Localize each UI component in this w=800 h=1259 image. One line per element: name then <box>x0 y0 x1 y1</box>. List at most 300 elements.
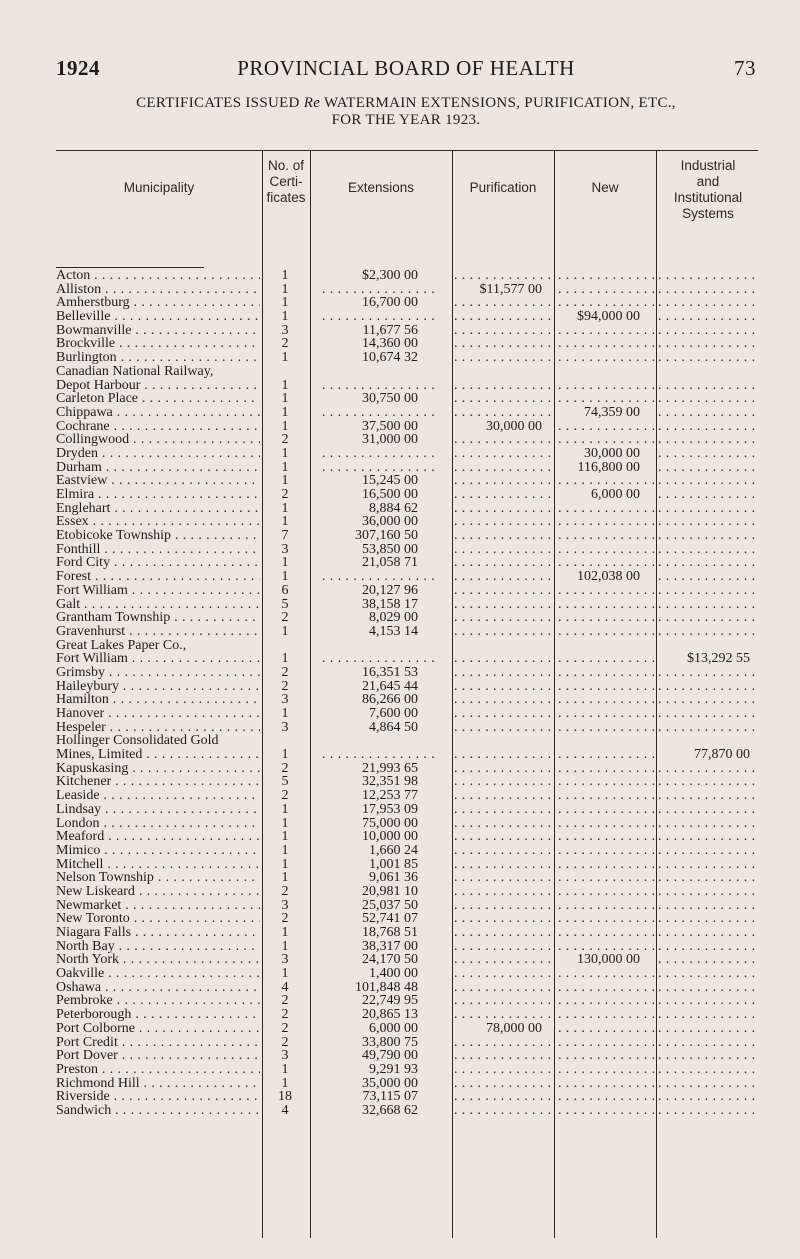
municipality-name <box>56 775 260 789</box>
table-row <box>56 1022 760 1036</box>
new-amount: 116,800 00 <box>577 460 640 475</box>
municipality-name-line: Grantham Township . . . <box>56 611 260 625</box>
dot-leader <box>658 296 758 310</box>
dot-leader <box>454 912 552 926</box>
municipality-name <box>56 584 260 598</box>
certificates-count: 1 <box>281 652 289 666</box>
dot-leader <box>558 858 656 872</box>
dot-leader <box>454 598 552 612</box>
municipality-name <box>56 310 260 324</box>
dot-leader <box>558 748 656 762</box>
dot-leader <box>454 789 552 803</box>
dot-leader <box>658 707 758 721</box>
dot-leader <box>454 721 552 735</box>
dot-leader <box>454 296 552 310</box>
certificates-count: 1 <box>281 1076 289 1091</box>
municipality-name-line: Port Credit . . . <box>56 1036 260 1050</box>
table-row <box>56 1077 760 1091</box>
table-row <box>56 734 760 761</box>
dot-leader <box>558 379 656 393</box>
extensions-amount: 1,400 00 <box>369 967 418 981</box>
dot-leader <box>454 830 552 844</box>
dot-leader <box>558 584 656 598</box>
dot-leader <box>454 1008 552 1022</box>
municipality-name <box>56 871 260 885</box>
extensions-amount: 9,061 36 <box>369 871 418 885</box>
dot-leader <box>658 844 758 858</box>
dot-leader <box>658 269 758 283</box>
dot-leader <box>454 570 552 584</box>
municipality-name-line: Peterborough . . . <box>56 1008 260 1022</box>
dot-leader <box>454 926 552 940</box>
municipality-name-line: Great Lakes Paper Co., <box>56 638 187 653</box>
dot-leader <box>558 666 656 680</box>
extensions-amount: 38,158 17 <box>362 597 418 612</box>
certificates-count: 2 <box>281 488 289 502</box>
municipality-name <box>56 1036 260 1050</box>
dot-leader <box>454 433 552 447</box>
dot-leader <box>558 529 656 543</box>
municipality-name-line: Durham . . . <box>56 461 260 475</box>
extensions-amount: 307,160 50 <box>355 529 418 543</box>
dot-leader <box>454 1049 552 1063</box>
table-row <box>56 967 760 981</box>
dot-leader <box>454 707 552 721</box>
table-row <box>56 474 760 488</box>
cert-header-line: Certi- <box>269 174 303 189</box>
certificates-count: 3 <box>281 693 289 708</box>
dot-leader <box>658 762 758 776</box>
dot-leader <box>454 885 552 899</box>
extensions-amount: 6,000 00 <box>369 1021 418 1036</box>
municipality-name-line: Hollinger Consolidated Gold <box>56 734 219 749</box>
table-row <box>56 351 760 365</box>
table-row <box>56 570 760 584</box>
certificates-count: 2 <box>281 884 289 899</box>
municipality-name <box>56 406 260 420</box>
dot-leader <box>658 1022 758 1036</box>
certificates-count: 4 <box>281 980 289 995</box>
table-row <box>56 1049 760 1063</box>
dot-leader <box>322 447 440 461</box>
table-row <box>56 1090 760 1104</box>
certificates-count: 6 <box>281 583 289 598</box>
municipality-name <box>56 707 260 721</box>
municipality-name-line: Carleton Place . . . <box>56 392 260 406</box>
municipality-name-line: Collingwood . . . <box>56 433 260 447</box>
table-row <box>56 584 760 598</box>
dot-leader <box>558 543 656 557</box>
municipality-name-line: Preston . . . <box>56 1063 260 1077</box>
table-row <box>56 598 760 612</box>
extensions-amount: 73,115 07 <box>362 1090 418 1104</box>
dot-leader <box>454 461 552 475</box>
dot-leader <box>558 707 656 721</box>
table-row <box>56 680 760 694</box>
municipality-name-line: Mimico . . . <box>56 844 260 858</box>
certificates-count: 4 <box>281 1103 289 1118</box>
table-row <box>56 1104 760 1118</box>
municipality-name-line: Depot Harbour . . . <box>56 379 260 393</box>
municipality-name <box>56 762 260 776</box>
extensions-amount: 21,993 65 <box>362 761 418 776</box>
municipality-name <box>56 474 260 488</box>
dot-leader <box>454 652 552 666</box>
extensions-amount: 8,884 62 <box>369 501 418 516</box>
dot-leader <box>658 392 758 406</box>
new-amount: 74,359 00 <box>584 405 640 420</box>
dot-leader <box>558 556 656 570</box>
dot-leader <box>658 570 758 584</box>
municipality-name <box>56 844 260 858</box>
extensions-amount: 21,058 71 <box>362 556 418 571</box>
municipality-name-line: Haileybury . . . <box>56 680 260 694</box>
dot-leader <box>454 994 552 1008</box>
municipality-name <box>56 734 260 761</box>
dot-leader <box>658 406 758 420</box>
header-underline-municipality <box>56 267 204 268</box>
dot-leader <box>454 967 552 981</box>
municipality-name <box>56 693 260 707</box>
dot-leader <box>658 817 758 831</box>
table-caption <box>56 95 756 129</box>
dot-leader <box>558 994 656 1008</box>
municipality-name-line: Fonthill . . . <box>56 543 260 557</box>
certificates-count: 3 <box>281 323 289 338</box>
extensions-amount: 4,864 50 <box>369 720 418 735</box>
dot-leader <box>658 1077 758 1091</box>
extensions-amount: 20,127 96 <box>362 583 418 598</box>
municipality-name <box>56 502 260 516</box>
table-row <box>56 858 760 872</box>
extensions-amount: 32,668 62 <box>362 1103 418 1118</box>
table-row <box>56 871 760 885</box>
dot-leader <box>658 899 758 913</box>
table-row <box>56 611 760 625</box>
cert-header-line: No. of <box>267 158 305 173</box>
dot-leader <box>558 789 656 803</box>
dot-leader <box>558 721 656 735</box>
certificates-count: 2 <box>281 1035 289 1050</box>
dot-leader <box>658 953 758 967</box>
certificates-count: 2 <box>281 337 289 352</box>
municipality-name-line: Kitchener . . . <box>56 775 260 789</box>
municipality-name-line: Amherstburg . . . <box>56 296 260 310</box>
dot-leader <box>658 598 758 612</box>
municipality-name-line: Port Dover . . . <box>56 1049 260 1063</box>
table-row <box>56 803 760 817</box>
table-row <box>56 885 760 899</box>
municipality-name-line: Fort William . . . <box>56 652 260 666</box>
extensions-amount: 36,000 00 <box>362 515 418 530</box>
industrial-amount: 77,870 00 <box>694 748 750 762</box>
extensions-amount: 86,266 00 <box>362 693 418 708</box>
dot-leader <box>658 967 758 981</box>
certificates-count: 1 <box>281 515 289 530</box>
column-header-municipality: Municipality <box>123 180 195 195</box>
municipality-name-line: Acton . . . <box>56 269 260 283</box>
dot-leader <box>558 926 656 940</box>
dot-leader <box>658 871 758 885</box>
dot-leader <box>558 967 656 981</box>
table-row <box>56 953 760 967</box>
extensions-amount: 15,245 00 <box>362 474 418 489</box>
dot-leader <box>558 598 656 612</box>
dot-leader <box>558 844 656 858</box>
certificates-count: 1 <box>281 419 289 434</box>
municipality-name-line: Elmira . . . <box>56 488 260 502</box>
purification-amount: 78,000 00 <box>486 1021 542 1036</box>
municipality-name <box>56 899 260 913</box>
municipality-name-line: Riverside . . . <box>56 1090 260 1104</box>
municipality-name-line: Eastview . . . <box>56 474 260 488</box>
certificates-count: 1 <box>281 871 289 885</box>
municipality-name <box>56 789 260 803</box>
municipality-name <box>56 1090 260 1104</box>
extensions-amount: 21,645 44 <box>362 679 418 694</box>
municipality-name-line: Galt . . . <box>56 598 260 612</box>
dot-leader <box>558 652 656 666</box>
caption-line-1 <box>56 95 756 112</box>
municipality-name-line: North York . . . <box>56 953 260 967</box>
certificates-count: 2 <box>281 679 289 694</box>
extensions-amount: 53,850 00 <box>362 542 418 557</box>
municipality-name-line: Richmond Hill . . . <box>56 1077 260 1091</box>
dot-leader <box>454 502 552 516</box>
dot-leader <box>658 502 758 516</box>
dot-leader <box>658 803 758 817</box>
dot-leader <box>558 433 656 447</box>
dot-leader <box>454 515 552 529</box>
municipality-name <box>56 269 260 283</box>
header-year: 1924 <box>56 56 100 80</box>
dot-leader <box>558 269 656 283</box>
table-row <box>56 817 760 831</box>
dot-leader <box>454 775 552 789</box>
municipality-name-line: Canadian National Railway, <box>56 364 214 379</box>
municipality-name-line: Burlington . . . <box>56 351 260 365</box>
municipality-name <box>56 529 260 543</box>
dot-leader <box>454 337 552 351</box>
dot-leader <box>658 981 758 995</box>
extensions-amount: 38,317 00 <box>362 939 418 954</box>
extensions-amount: 25,037 50 <box>362 898 418 913</box>
dot-leader <box>454 625 552 639</box>
dot-leader <box>558 762 656 776</box>
municipality-name <box>56 283 260 297</box>
dot-leader <box>558 1077 656 1091</box>
table-row <box>56 365 760 392</box>
extensions-amount: 37,500 00 <box>362 419 418 434</box>
table-row <box>56 762 760 776</box>
table-row <box>56 625 760 639</box>
municipality-name <box>56 392 260 406</box>
municipality-name-line: Leaside . . . <box>56 789 260 803</box>
dot-leader <box>658 556 758 570</box>
column-header-extensions: Extensions <box>347 180 415 195</box>
dot-leader <box>322 310 440 324</box>
dot-leader <box>558 1090 656 1104</box>
dot-leader <box>454 488 552 502</box>
certificates-count: 1 <box>281 351 289 365</box>
extensions-amount: 30,750 00 <box>362 392 418 406</box>
municipality-name-line: Kapuskasing . . . <box>56 762 260 776</box>
certificates-count: 5 <box>281 597 289 612</box>
certificates-count: 2 <box>281 665 289 680</box>
dot-leader <box>454 844 552 858</box>
municipality-name <box>56 625 260 639</box>
dot-leader <box>658 789 758 803</box>
dot-leader <box>322 652 440 666</box>
table-row <box>56 775 760 789</box>
dot-leader <box>454 940 552 954</box>
certificates-count: 1 <box>281 830 289 844</box>
table-row <box>56 283 760 297</box>
dot-leader <box>454 693 552 707</box>
municipality-name <box>56 556 260 570</box>
dot-leader <box>454 748 552 762</box>
municipality-name <box>56 967 260 981</box>
dot-leader <box>658 420 758 434</box>
dot-leader <box>558 420 656 434</box>
dot-leader <box>658 775 758 789</box>
dot-leader <box>658 283 758 297</box>
table-row <box>56 639 760 666</box>
extensions-amount: 10,674 32 <box>362 351 418 365</box>
municipality-name-line: Newmarket . . . <box>56 899 260 913</box>
municipality-name-line: Englehart . . . <box>56 502 260 516</box>
dot-leader <box>558 940 656 954</box>
certificates-count: 1 <box>281 310 289 324</box>
municipality-name <box>56 1022 260 1036</box>
table-row <box>56 693 760 707</box>
dot-leader <box>454 379 552 393</box>
municipality-name-line: Hanover . . . <box>56 707 260 721</box>
dot-leader <box>658 351 758 365</box>
dot-leader <box>658 529 758 543</box>
certificates-count: 1 <box>281 843 289 858</box>
extensions-amount: 18,768 51 <box>362 926 418 940</box>
municipality-name <box>56 680 260 694</box>
caption-line-2: FOR THE YEAR 1923. <box>331 112 481 128</box>
municipality-name-line: Belleville . . . <box>56 310 260 324</box>
dot-leader <box>322 570 440 584</box>
running-header <box>56 56 756 82</box>
dot-leader <box>454 310 552 324</box>
certificates-count: 1 <box>281 857 289 872</box>
certificates-count: 1 <box>281 282 289 297</box>
dot-leader <box>558 1063 656 1077</box>
industrial-header-line: and <box>696 174 720 189</box>
certificates-count: 1 <box>281 802 289 817</box>
dot-leader <box>658 858 758 872</box>
extensions-amount: 20,865 13 <box>362 1008 418 1022</box>
table-row <box>56 392 760 406</box>
municipality-name-line: Essex . . . <box>56 515 260 529</box>
extensions-amount: 20,981 10 <box>362 884 418 899</box>
municipality-name <box>56 337 260 351</box>
dot-leader <box>658 1049 758 1063</box>
municipality-name <box>56 365 260 392</box>
certificates-count: 1 <box>281 296 289 311</box>
certificates-count: 1 <box>281 269 289 283</box>
dot-leader <box>558 337 656 351</box>
table-row <box>56 830 760 844</box>
dot-leader <box>454 666 552 680</box>
municipality-name-line: Etobicoke Township . . . <box>56 529 260 543</box>
dot-leader <box>454 1036 552 1050</box>
municipality-name <box>56 447 260 461</box>
municipality-name-line: Bowmanville . . . <box>56 324 260 338</box>
certificates-count: 2 <box>281 912 289 927</box>
dot-leader <box>454 803 552 817</box>
dot-leader <box>658 611 758 625</box>
certificates-count: 1 <box>281 446 289 461</box>
municipality-name-line: Dryden . . . <box>56 447 260 461</box>
dot-leader <box>558 351 656 365</box>
page-number: 73 <box>734 56 756 80</box>
table-row <box>56 707 760 721</box>
extensions-amount: 16,500 00 <box>362 488 418 502</box>
municipality-name <box>56 433 260 447</box>
table-row <box>56 926 760 940</box>
dot-leader <box>558 803 656 817</box>
dot-leader <box>558 1008 656 1022</box>
municipality-name <box>56 1008 260 1022</box>
dot-leader <box>322 461 440 475</box>
extensions-amount: 7,600 00 <box>369 707 418 721</box>
municipality-name-line: Pembroke . . . <box>56 994 260 1008</box>
table-row <box>56 721 760 735</box>
municipality-name <box>56 296 260 310</box>
dot-leader <box>454 351 552 365</box>
municipality-name <box>56 1063 260 1077</box>
dot-leader <box>558 474 656 488</box>
dot-leader <box>558 680 656 694</box>
municipality-name-line: Alliston . . . <box>56 283 260 297</box>
extensions-amount: 16,351 53 <box>362 665 418 680</box>
extensions-amount: 52,741 07 <box>362 912 418 927</box>
dot-leader <box>658 721 758 735</box>
table-row <box>56 515 760 529</box>
certificates-count: 2 <box>281 433 289 447</box>
dot-leader <box>322 748 440 762</box>
dot-leader <box>454 1063 552 1077</box>
municipality-name-line: Mines, Limited . . . <box>56 748 260 762</box>
dot-leader <box>454 762 552 776</box>
dot-leader <box>658 337 758 351</box>
purification-amount: $11,577 00 <box>479 282 542 297</box>
municipality-name-line: Oakville . . . <box>56 967 260 981</box>
municipality-name <box>56 570 260 584</box>
dot-leader <box>454 858 552 872</box>
certificates-count: 2 <box>281 1021 289 1036</box>
dot-leader <box>454 953 552 967</box>
table-row <box>56 789 760 803</box>
certificates-count: 2 <box>281 1008 289 1022</box>
certificates-count: 1 <box>281 1062 289 1077</box>
municipality-name-line: Chippawa . . . <box>56 406 260 420</box>
certificates-count: 1 <box>281 624 289 639</box>
dot-leader <box>658 488 758 502</box>
municipality-name-line: Niagara Falls . . . <box>56 926 260 940</box>
certificates-table <box>56 150 760 1240</box>
dot-leader <box>658 994 758 1008</box>
municipality-name-line: Oshawa . . . <box>56 981 260 995</box>
dot-leader <box>322 379 440 393</box>
dot-leader <box>558 1036 656 1050</box>
extensions-amount: 4,153 14 <box>369 624 418 639</box>
